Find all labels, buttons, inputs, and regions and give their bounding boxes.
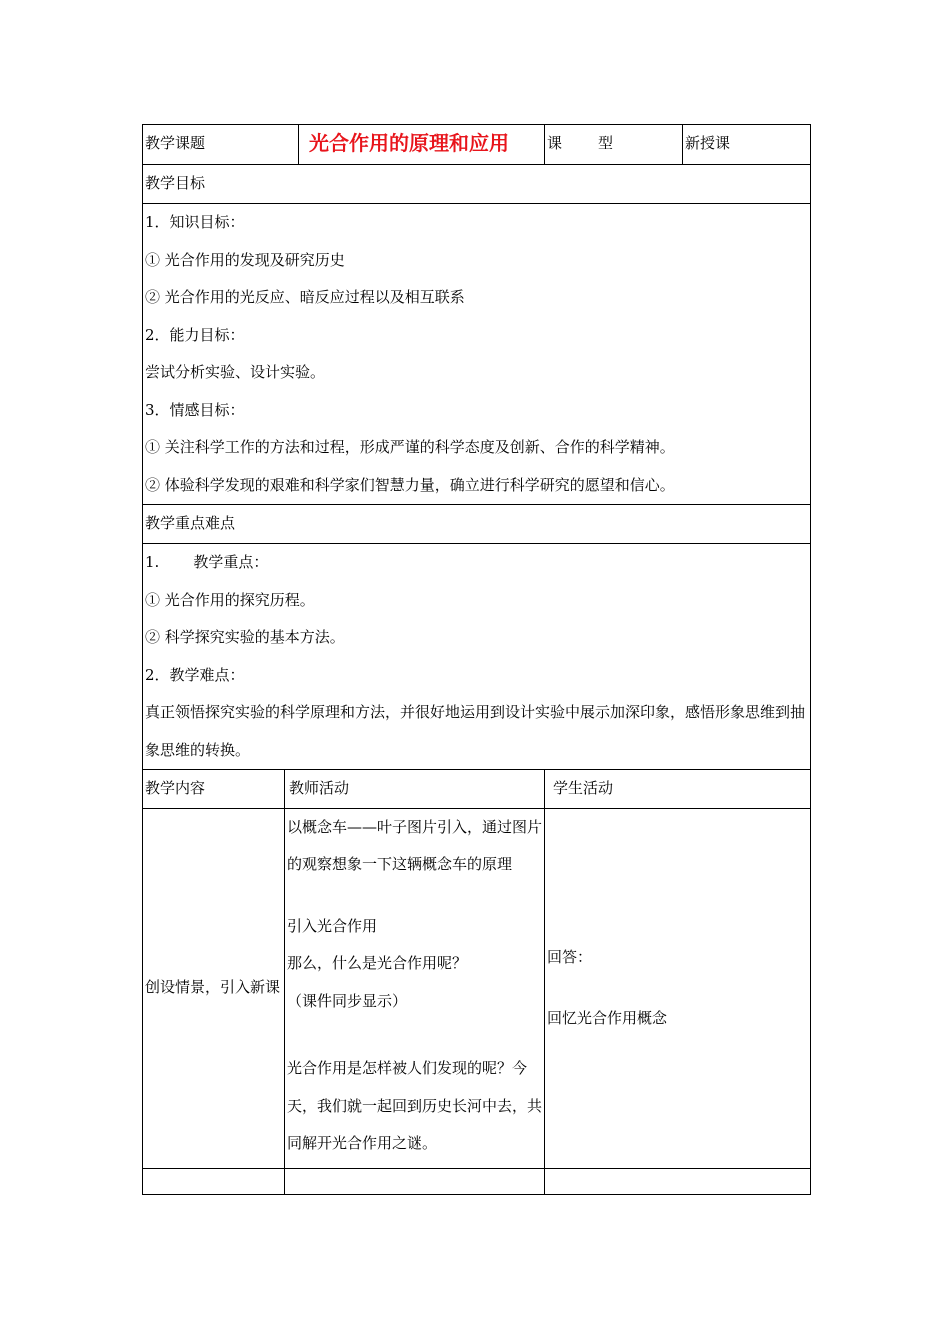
ability-text: 尝试分析实验、设计实验。	[145, 363, 326, 381]
activity-row	[143, 808, 811, 1168]
topic-label: 教学课题	[143, 125, 299, 165]
type-label: 课 型	[545, 125, 683, 165]
col-content-header: 教学内容	[143, 770, 285, 809]
difficulty-text: 真正领悟探究实验的科学原理和方法，并很好地运用到设计实验中展示加深印象，感悟形象思维到抽象思维的转换。	[145, 703, 806, 759]
emotion-item: ② 体验科学发现的艰难和科学家们智慧力量，确立进行科学研究的愿望和信心。	[145, 475, 675, 494]
focus-heading: 1. 教学重点：	[145, 553, 269, 571]
knowledge-heading: 1．知识目标：	[145, 213, 245, 231]
activities-header-row	[143, 770, 811, 809]
key-points-body	[143, 544, 811, 770]
focus-item: ① 光合作用的探究历程。	[145, 590, 315, 609]
knowledge-item: ② 光合作用的光反应、暗反应过程以及相互联系	[145, 288, 465, 306]
difficulty-heading: 2．教学难点：	[145, 665, 245, 684]
knowledge-item: ① 光合作用的发现及研究历史	[145, 250, 345, 269]
emotion-item: ① 关注科学工作的方法和过程，形成严谨的科学态度及创新、合作的科学精神。	[145, 438, 675, 456]
lesson-plan-table	[142, 124, 811, 1195]
col-student-header: 学生活动	[545, 770, 811, 809]
teacher-activity: 以概念车——叶子图片引入，通过图片的观察想象一下这辆概念车的原理 引入光合作用 那么，什么是光合作用呢？ （课件同步显示） 光合作用是怎样被人们发现的呢？今天，我们就一起回到历史长河中去，共同解开光合作用之谜。	[285, 808, 545, 1168]
ability-heading: 2．能力目标：	[145, 325, 245, 344]
student-activity: 回答： 回忆光合作用概念	[545, 808, 811, 1168]
objectives-body	[143, 204, 811, 505]
topic-title: 光合作用的原理和应用	[299, 125, 545, 165]
objectives-heading: 教学目标	[143, 165, 811, 204]
col-teacher-header: 教师活动	[285, 770, 545, 809]
type-value: 新授课	[683, 125, 811, 165]
key-points-heading: 教学重点难点	[143, 505, 811, 544]
empty-row	[143, 1168, 811, 1194]
header-row	[143, 125, 811, 165]
emotion-heading: 3．情感目标：	[145, 400, 245, 419]
activity-content: 创设情景，引入新课	[143, 808, 285, 1168]
focus-item: ② 科学探究实验的基本方法。	[145, 628, 345, 646]
